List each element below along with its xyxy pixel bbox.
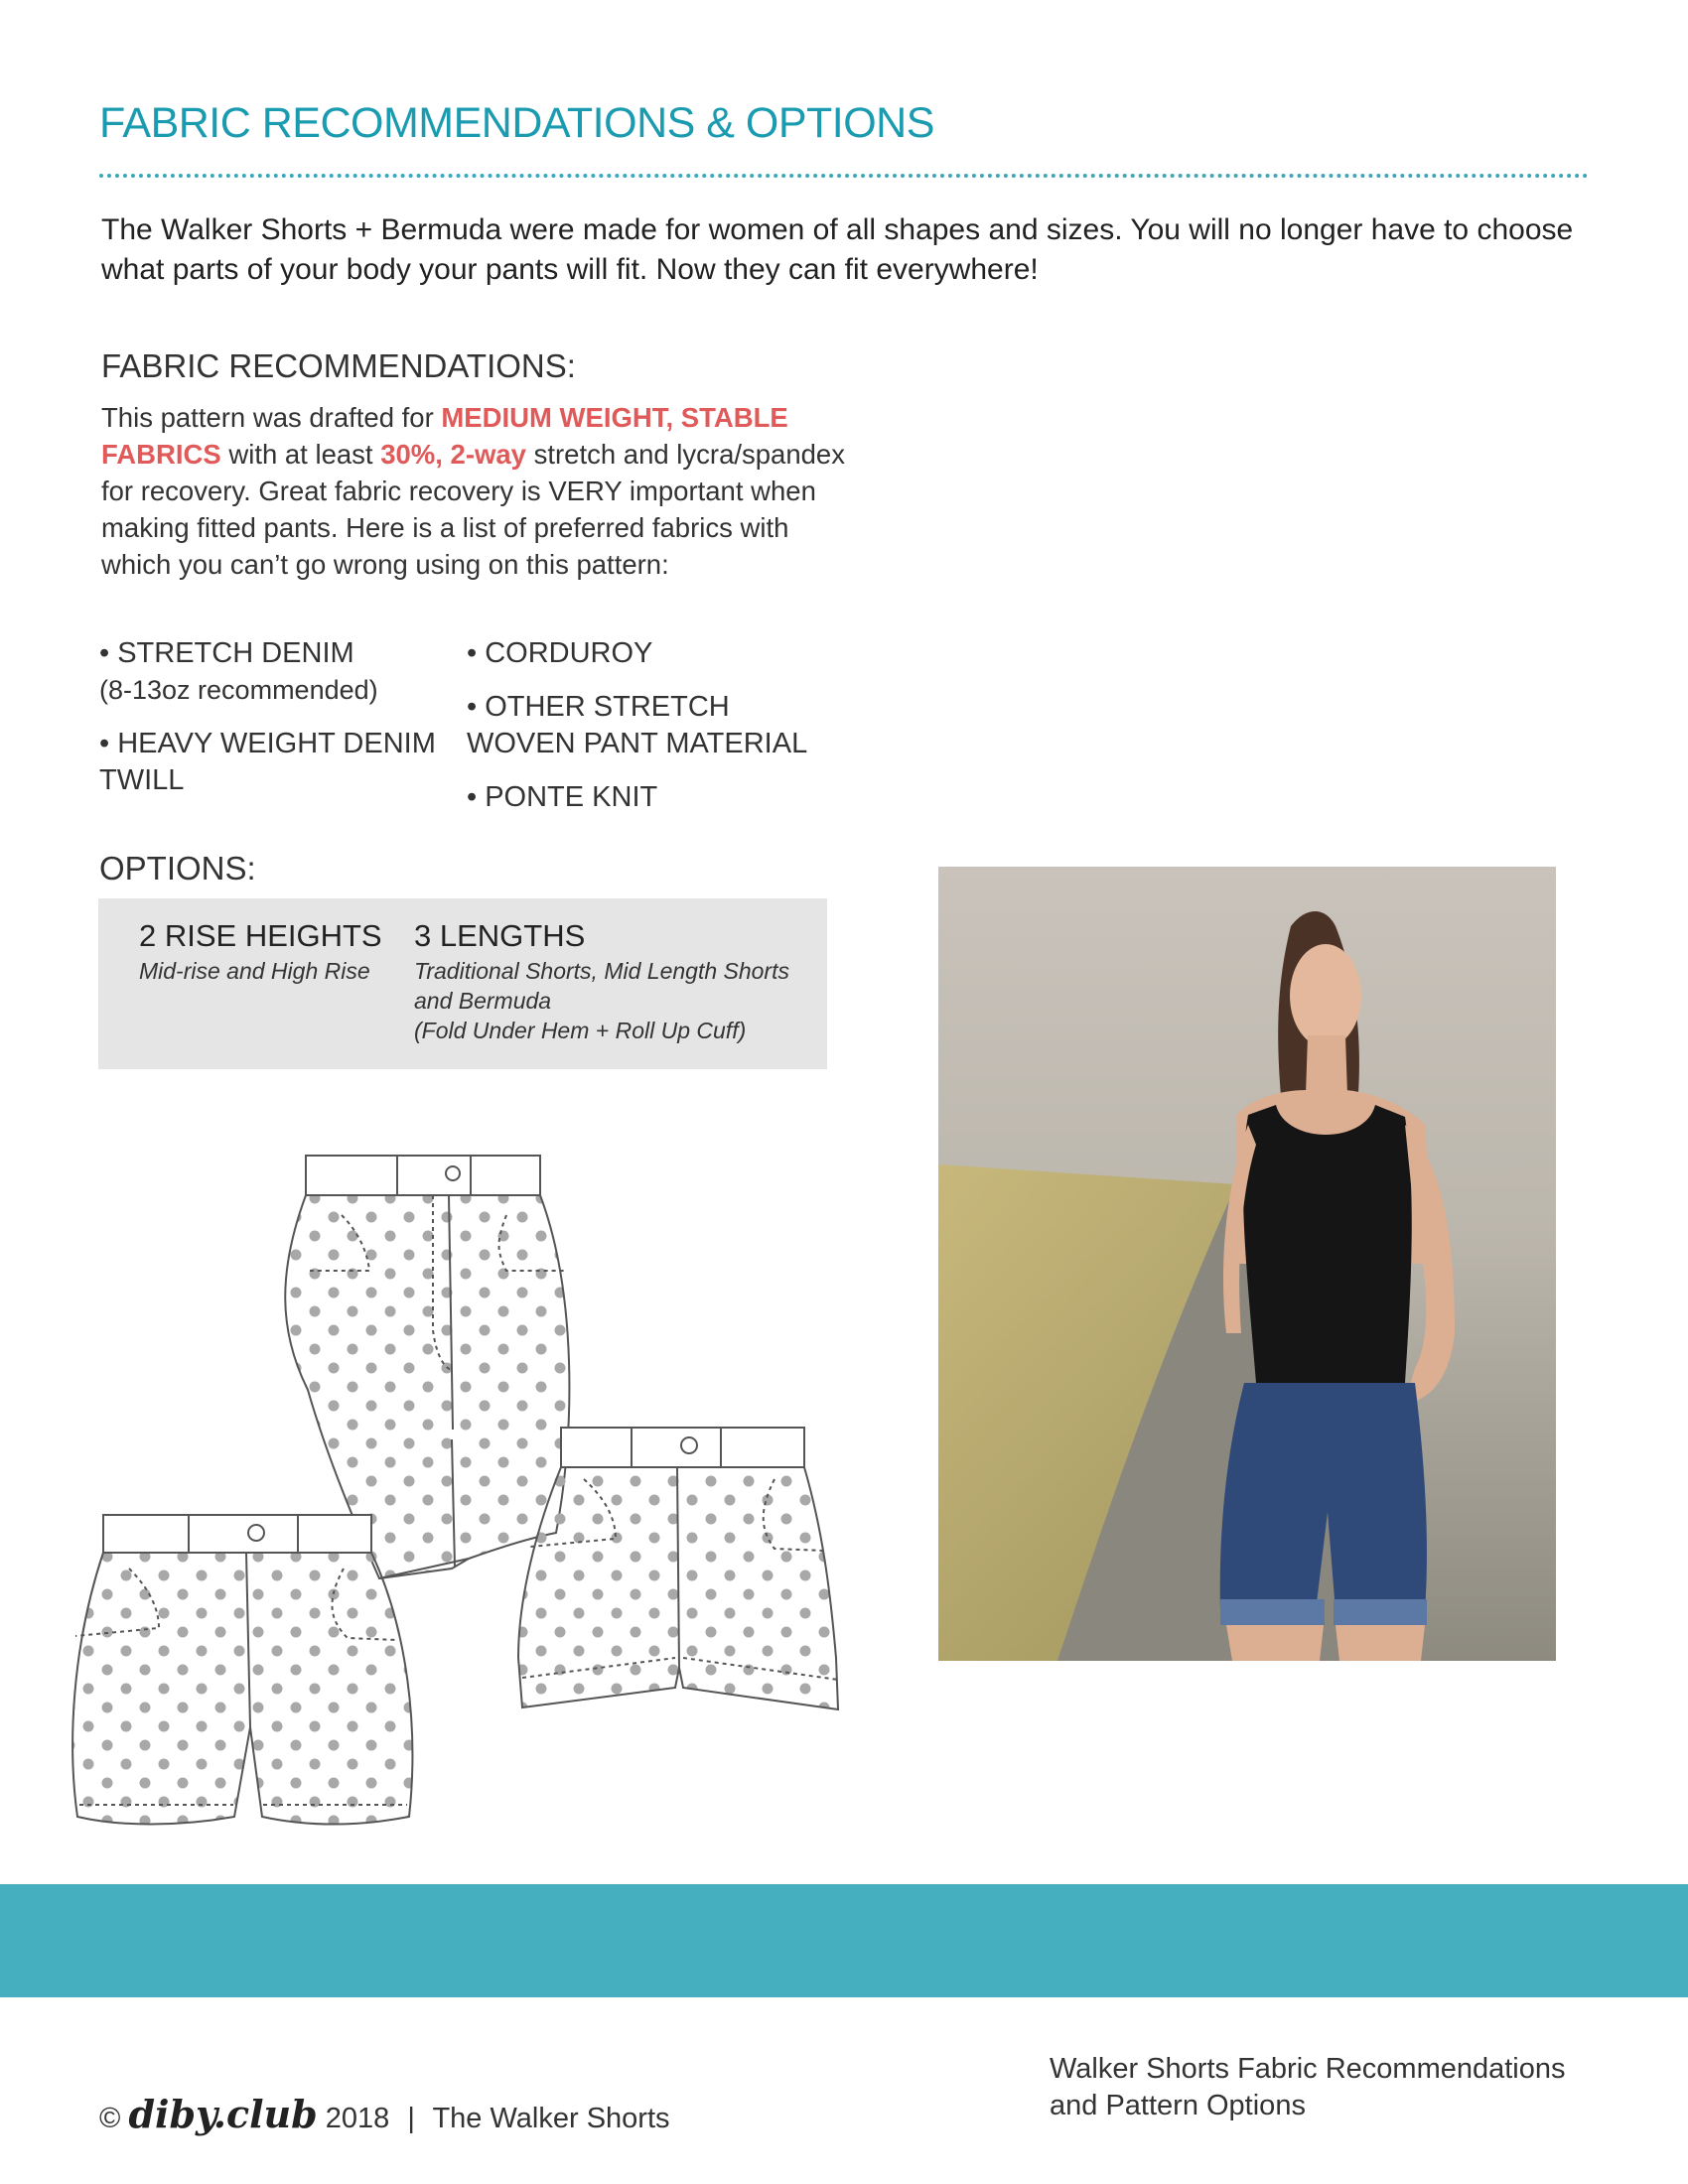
footer-credit — [99, 2092, 670, 2136]
fabric-paragraph — [101, 399, 856, 583]
model-photo-image — [938, 867, 1556, 1661]
footer-separator: | — [407, 2103, 415, 2134]
fabric-highlight-weight: MEDIUM WEIGHT, STABLE FABRICS — [101, 402, 788, 470]
model-photo — [938, 867, 1556, 1661]
fabric-text-3: stretch and lycra/spandex for recovery. Great fabric recovery is VERY important when making fitted pants. Here is a list of preferred fabrics with which you can’t go wrong using on this pattern: — [101, 439, 845, 580]
fabric-item-heavy-denim-note: TWILL — [99, 764, 185, 796]
footer-description-line-1: Walker Shorts Fabric Recommendations — [1050, 2053, 1566, 2085]
fabric-item-ponte: • PONTE KNIT — [467, 781, 658, 813]
fabric-item-other-stretch-note: WOVEN PANT MATERIAL — [467, 728, 808, 759]
fabric-item-corduroy: • CORDUROY — [467, 637, 653, 669]
option-length-title: 3 LENGTHS — [414, 918, 586, 953]
fabric-heading: FABRIC RECOMMENDATIONS: — [101, 347, 576, 384]
intro-paragraph: The Walker Shorts + Bermuda were made for women of all shapes and sizes. You will no longer have to choose what parts of your body your pants will fit. Now they can fit everywhere! — [101, 213, 1574, 286]
options-box — [98, 898, 827, 1069]
footer-pattern-name: The Walker Shorts — [432, 2103, 670, 2134]
page-title: FABRIC RECOMMENDATIONS & OPTIONS — [99, 99, 934, 147]
footer-description-line-2: and Pattern Options — [1050, 2090, 1306, 2121]
title-divider — [99, 174, 1589, 178]
fabric-item-heavy-denim: • HEAVY WEIGHT DENIM — [99, 728, 436, 759]
fabric-item-stretch-denim-note: (8-13oz recommended) — [99, 675, 378, 705]
mid-length-drawing — [72, 1515, 412, 1825]
brand-logo: diby.club — [128, 2092, 318, 2136]
option-length-hem: (Fold Under Hem + Roll Up Cuff) — [414, 1018, 747, 1043]
fabric-highlight-stretch: 30%, 2-way — [380, 439, 526, 470]
footer-band — [0, 1884, 1688, 1997]
footer-year: 2018 — [325, 2103, 390, 2134]
fabric-text-2: with at least — [220, 439, 381, 470]
fabric-text-1: This pattern was drafted for — [101, 402, 442, 433]
fabric-item-other-stretch: • OTHER STRETCH — [467, 691, 730, 723]
shorts-technical-drawings — [60, 1132, 874, 1846]
fabric-item-stretch-denim: • STRETCH DENIM — [99, 637, 354, 669]
options-heading: OPTIONS: — [99, 850, 256, 887]
option-rise-title: 2 RISE HEIGHTS — [139, 918, 382, 953]
option-rise-sub: Mid-rise and High Rise — [139, 958, 370, 984]
traditional-shorts-drawing — [518, 1428, 838, 1709]
option-length-sub: Traditional Shorts, Mid Length Shorts and Bermuda — [414, 958, 789, 1014]
copyright-symbol: © — [99, 2103, 121, 2134]
footer-description — [1050, 2051, 1606, 2124]
